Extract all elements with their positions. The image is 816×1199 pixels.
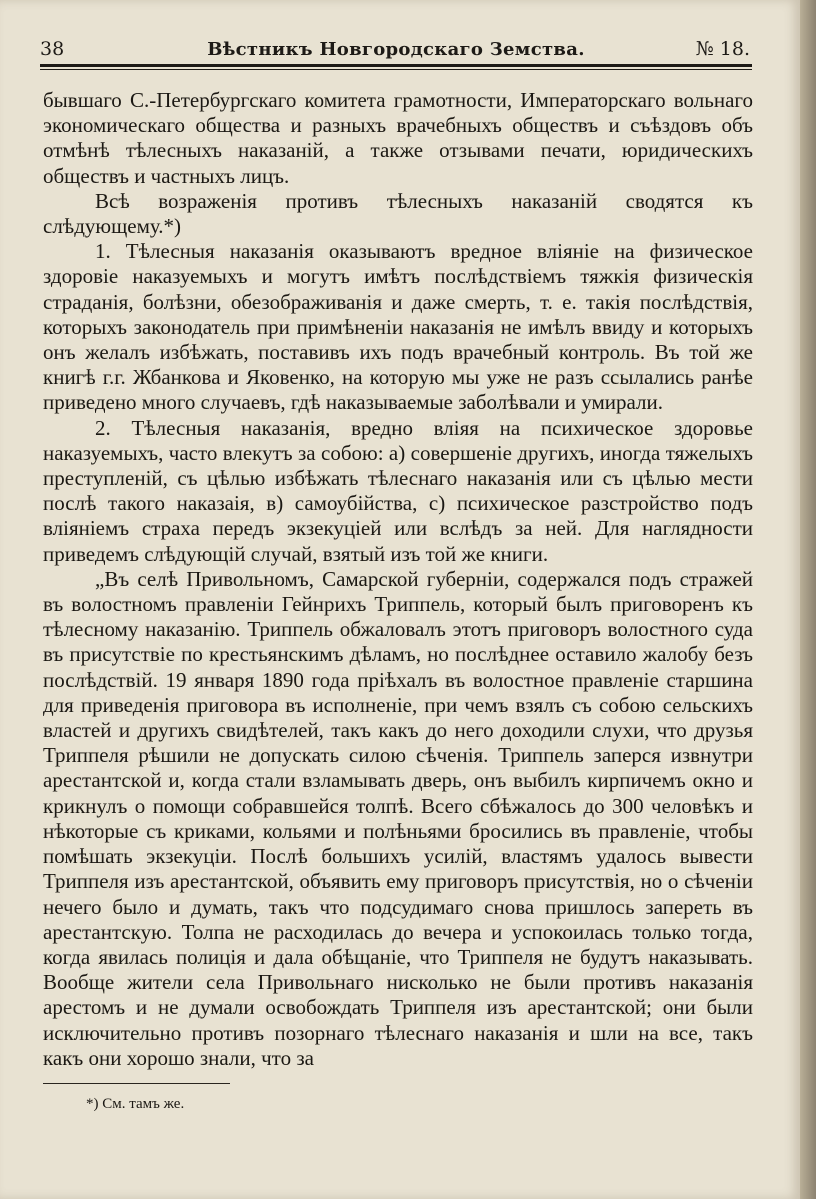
page-number: 38 [40,38,65,60]
paragraph-point-1: 1. Тѣлесныя наказанія оказываютъ вредное вліяніе на физическое здоровіе наказуемыхъ и могутъ имѣтъ послѣдствіемъ тяжкія физическія страданія, болѣзни, обезображиванія и даже смерть, т. е. такія послѣдствія, которыхъ законодатель при примѣненіи наказанія не имѣлъ ввиду и которыхъ онъ желалъ избѣжать, поставивъ ихъ подъ врачебный контроль. Въ той же книгѣ г.г. Жбанкова и Яковенко, на которую мы уже не разъ ссылались ранѣе приведено много случаевъ, гдѣ наказываемые заболѣвали и умирали. [43,239,753,415]
paragraph-continuation: бывшаго С.-Петербургскаго комитета грамотности, Императорскаго вольнаго экономическаго общества и разныхъ врачебныхъ обществъ и съѣздовъ объ отмѣнѣ тѣлесныхъ наказаній, а также отзывами печати, юридическихъ обществъ и частныхъ лицъ. [43,88,753,188]
footnote: *) См. тамъ же. [86,1096,185,1112]
paragraph-objections-intro: Всѣ возраженія противъ тѣлесныхъ наказаній сводятся къ слѣдующему.*) [43,188,753,239]
page-edge [800,0,816,1199]
journal-title: Вѣстникъ Новгородскаго Земства. [207,39,585,60]
issue-number: № 18. [695,38,750,60]
header-rule-thin [40,69,752,70]
running-header [40,38,752,62]
paragraph-point-2: 2. Тѣлесныя наказанія, вредно вліяя на психическое здоровье наказуемыхъ, часто влекутъ за собою: а) совершеніе другихъ, иногда тяжелыхъ преступленій, съ цѣлью избѣжать тѣлеснаго наказанія или съ цѣлью мести послѣ такого наказаія, в) самоубійства, с) психическое разстройство подъ вліяніемъ страха передъ экзекуціей или вслѣдъ за ней. Для наглядности приведемъ слѣдующій случай, взятый изъ той же книги. [43,415,753,566]
paragraph-quote: „Въ селѣ Привольномъ, Самарской губерніи, содержался подъ стражей въ волостномъ правленіи Гейнрихъ Триппель, который былъ приговоренъ къ тѣлесному наказанію. Триппель обжаловалъ этотъ приговоръ волостного суда въ присутствіе по крестьянскимъ дѣламъ, но послѣднее оставило жалобу безъ послѣдствій. 19 января 1890 года пріѣхалъ въ волостное правленіе старшина для приведенія приговора въ исполненіе, при чемъ взялъ съ собою сельскихъ властей и другихъ свидѣтелей, такъ какъ до него доходили слухи, что друзья Триппеля рѣшили не допускать силою сѣченія. Триппель заперся извнутри арестантской и, когда стали взламывать дверь, онъ выбилъ кирпичемъ окно и крикнулъ о помощи собравшейся толпѣ. Всего сбѣжалось до 300 человѣкъ и нѣкоторые съ криками, кольями и полѣньями бросились въ правленіе, чтобы помѣшать экзекуціи. Послѣ большихъ усилій, властямъ удалось вывести Триппеля изъ арестантской, объявить ему приговоръ присутствія, но о сѣченіи нечего было и думать, такъ что подсудимаго снова пришлось запереть въ арестантскую. Толпа не расходилась до вечера и успокоилась только тогда, когда явилась полиція и дала обѣщаніе, что Триппеля не будутъ наказывать. Вообще жители села Привольнаго нисколько не были противъ наказанія арестомъ и не думали освобождать Триппеля изъ арестантской; они были исключительно противъ позорнаго тѣлеснаго наказанія и шли на все, такъ какъ они хорошо знали, что за [43,566,753,1070]
footnote-rule [43,1083,230,1084]
article-body [43,88,753,1071]
header-rule-thick [40,64,752,67]
